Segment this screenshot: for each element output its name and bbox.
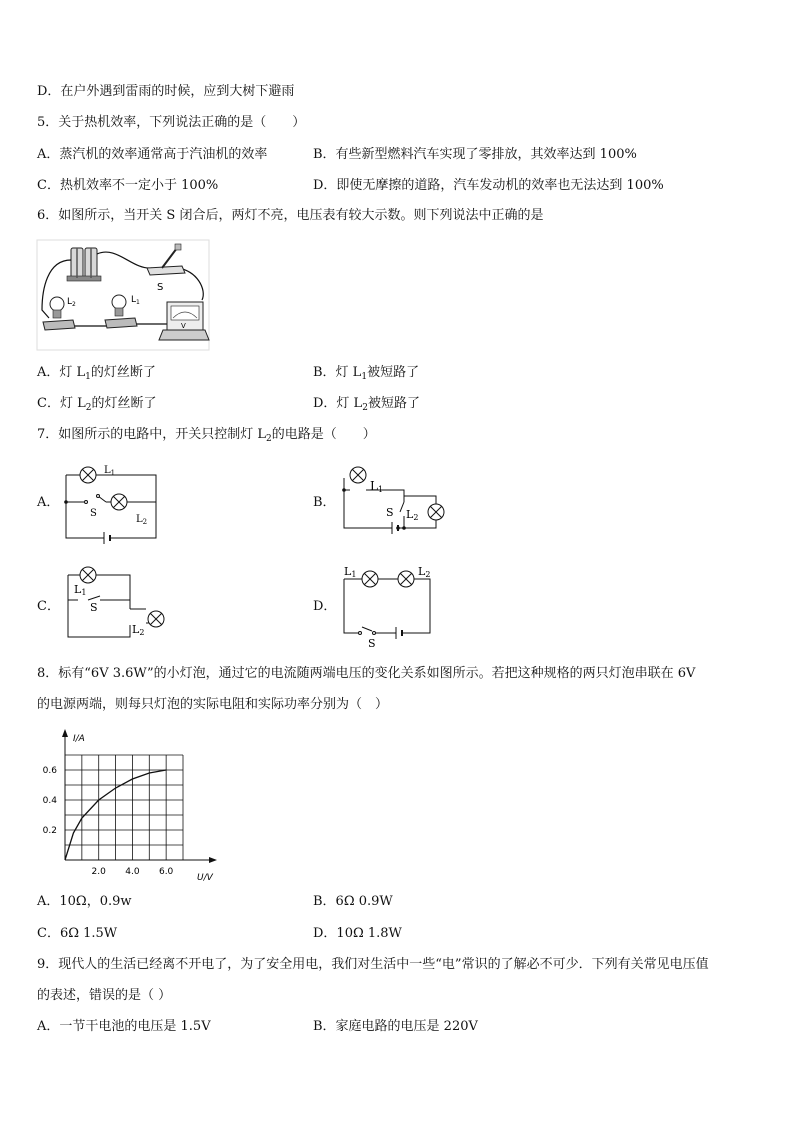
- q7-stem: 7．如图所示的电路中，开关只控制灯 $L_2$的电路是（ ）: [37, 427, 376, 444]
- q6-circuit-figure: [37, 240, 209, 350]
- q8-stem-line2: 的电源两端，则每只灯泡的实际电阻和实际功率分别为（ ）: [37, 697, 389, 712]
- lamp-icon: [350, 467, 366, 483]
- lamp-icon: [362, 571, 378, 587]
- chart-y-tick-label: 0.6: [42, 766, 57, 776]
- q6-option-c: C．灯 $L_2$的灯丝断了: [37, 396, 157, 413]
- q6-label-v: V: [181, 322, 186, 330]
- chart-y-axis-label: I/A: [73, 734, 85, 744]
- q7-option-c-letter: C．: [37, 599, 60, 614]
- chart-x-tick-label: 4.0: [125, 867, 140, 877]
- chart-x-axis-label: U/V: [197, 873, 213, 883]
- q8-iu-chart: [35, 725, 225, 885]
- svg-text:L1: L1: [370, 479, 384, 494]
- q5-option-d: D．即使无摩擦的道路，汽车发动机的效率也无法达到 100%: [313, 178, 664, 193]
- q6-label-s: S: [157, 282, 164, 293]
- q9-option-a: A．一节干电池的电压是 1.5V: [37, 1019, 211, 1034]
- q5-stem: 5．关于热机效率，下列说法正确的是（ ）: [37, 115, 306, 130]
- svg-text:S: S: [90, 601, 98, 614]
- chart-y-tick-label: 0.4: [42, 796, 57, 806]
- q6-stem: 6．如图所示，当开关 S 闭合后，两灯不亮，电压表有较大示数。则下列说法中正确的是: [37, 208, 544, 223]
- q7-circuit-a: [60, 460, 170, 550]
- lamp-icon: [148, 611, 164, 627]
- q7-option-a-letter: A．: [37, 495, 60, 510]
- chart-x-tick-label: 2.0: [91, 867, 106, 877]
- q8-stem-line1: 8．标有“6V 3.6W”的小灯泡，通过它的电流随两端电压的变化关系如图所示。若把这种规格的两只灯泡串联在 6V: [37, 666, 696, 681]
- svg-text:L2: L2: [418, 565, 431, 579]
- voltmeter-icon: [159, 302, 209, 340]
- q9-stem-line2: 的表述，错误的是（ ）: [37, 988, 172, 1003]
- lamp-icon: [80, 567, 96, 583]
- lamp-icon: [111, 494, 127, 510]
- chart-x-axis-arrow: [209, 857, 217, 863]
- chart-axes: [62, 729, 217, 863]
- q6-option-b: B．灯 $L_1$被短路了: [313, 365, 420, 382]
- svg-text:S: S: [386, 506, 394, 519]
- q6-option-d: D．灯 $L_2$被短路了: [313, 396, 420, 413]
- q7-circuit-d: [340, 563, 440, 650]
- lamp-icon: [398, 571, 414, 587]
- lamp-icon: [80, 467, 96, 483]
- q6-label-l2: $L_2$: [67, 297, 76, 308]
- q4-option-d: D．在户外遇到雷雨的时候，应到大树下避雨: [37, 84, 295, 99]
- q5-option-a: A．蒸汽机的效率通常高于汽油机的效率: [37, 147, 268, 162]
- q8-option-b: B．6Ω 0.9W: [313, 894, 393, 909]
- q9-stem-line1: 9．现代人的生活已经离不开电了，为了安全用电，我们对生活中一些“电”常识的了解必不可少．下列有关常见电压值: [37, 957, 709, 972]
- q7-circuit-c: [60, 563, 170, 643]
- svg-text:L2: $L_2$: [136, 514, 148, 526]
- svg-text:L1: L1: [344, 565, 357, 579]
- q5-option-c: C．热机效率不一定小于 100%: [37, 178, 219, 193]
- chart-y-tick-label: 0.2: [42, 826, 57, 836]
- q6-label-l1: $L_1$: [131, 295, 140, 306]
- svg-text:S: S: [90, 508, 97, 519]
- svg-text:S: S: [368, 637, 376, 650]
- q8-option-c: C．6Ω 1.5W: [37, 926, 118, 941]
- svg-text:L1: $L_1$: [104, 465, 116, 477]
- q7-circuit-b: [340, 460, 450, 540]
- q9-option-b: B．家庭电路的电压是 220V: [313, 1019, 478, 1034]
- q8-option-a: A．10Ω，0.9w: [37, 894, 132, 909]
- svg-text:L2: L2: [132, 623, 145, 637]
- svg-text:L2: L2: [406, 508, 419, 522]
- chart-x-tick-label: 6.0: [158, 867, 174, 877]
- q7-option-b-letter: B．: [313, 495, 336, 510]
- lamp-icon: [428, 504, 444, 520]
- chart-y-axis-arrow: [62, 729, 68, 737]
- q6-option-a: A．灯 $L_1$的灯丝断了: [37, 365, 156, 382]
- q7-option-d-letter: D．: [313, 599, 337, 614]
- q8-option-d: D．10Ω 1.8W: [313, 926, 402, 941]
- q5-option-b: B．有些新型燃料汽车实现了零排放，其效率达到 100%: [313, 147, 637, 162]
- svg-text:L1: L1: [74, 583, 87, 597]
